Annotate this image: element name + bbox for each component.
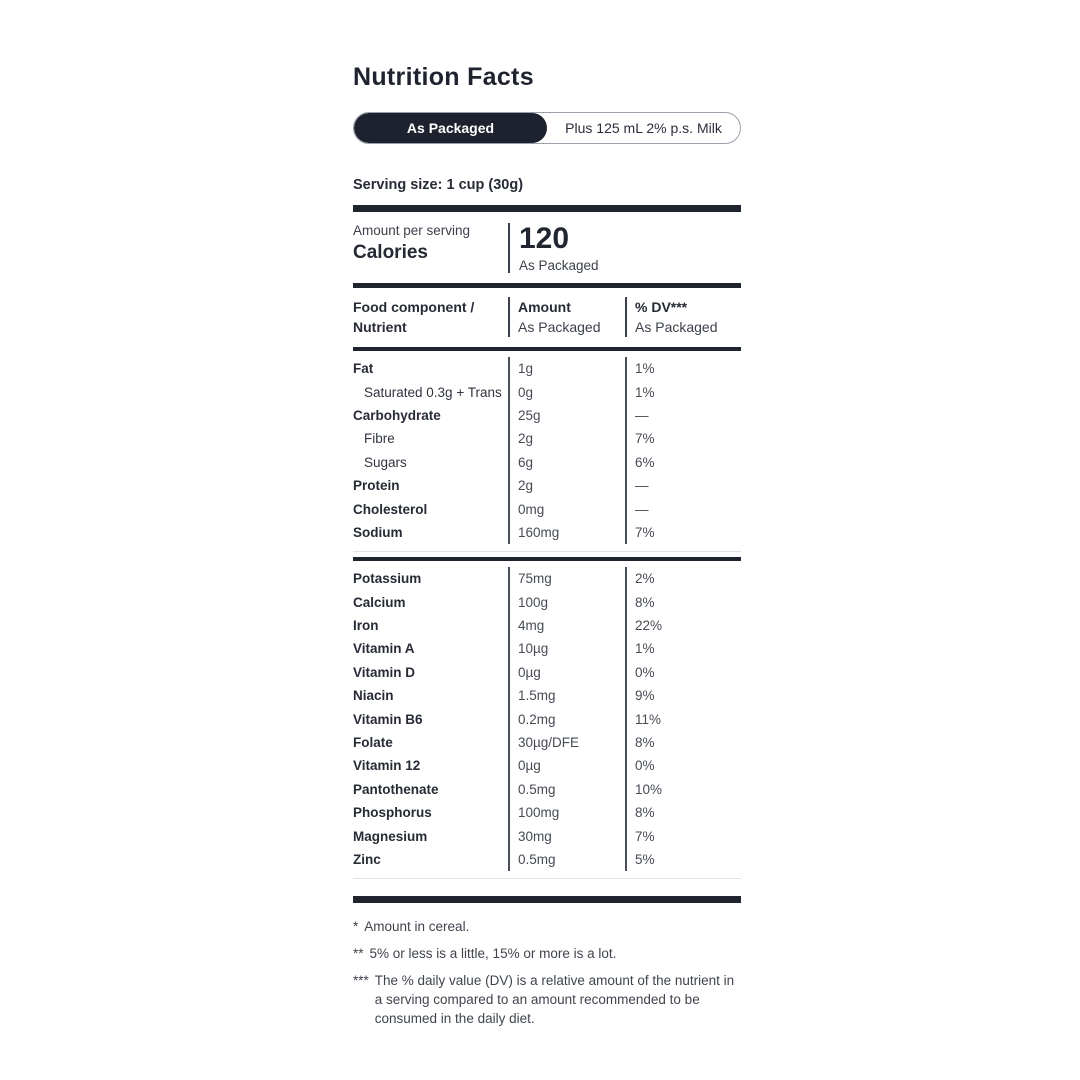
nutrient-amount: 75mg (508, 567, 625, 590)
nutrient-dv: 5% (625, 848, 741, 871)
nutrient-dv: 1% (625, 380, 741, 403)
nutrient-dv: 10% (625, 778, 741, 801)
footnote-text: 5% or less is a little, 15% or more is a lot. (369, 946, 617, 962)
nutrient-section-micros (353, 561, 741, 879)
nutrient-name: Vitamin 12 (353, 758, 421, 774)
nutrient-dv: 8% (625, 801, 741, 824)
nutrient-amount: 100mg (508, 801, 625, 824)
nutrient-dv: 8% (625, 591, 741, 614)
nutrient-name: Sugars (364, 454, 407, 470)
amount-per-serving-label: Amount per serving (353, 223, 471, 238)
nutrient-name: Magnesium (353, 828, 428, 844)
nutrient-dv: 0% (625, 754, 741, 777)
table-row (353, 427, 741, 450)
nutrient-dv: — (625, 497, 741, 520)
nutrient-amount: 0µg (508, 661, 625, 684)
nutrient-name: Iron (353, 618, 379, 634)
nutrient-section-macros (353, 351, 741, 552)
section-gap-bottom (353, 879, 741, 884)
header-nutrient-col (353, 297, 508, 337)
nutrient-amount: 0µg (508, 754, 625, 777)
header-dv-line2: As Packaged (635, 319, 718, 335)
nutrient-dv: 6% (625, 451, 741, 474)
nutrient-name: Pantothenate (353, 781, 439, 797)
table-row (353, 497, 741, 520)
page-title: Nutrition Facts (353, 63, 534, 91)
calories-left (353, 223, 508, 273)
nutrient-dv: — (625, 404, 741, 427)
nutrient-name: Vitamin B6 (353, 711, 423, 727)
table-row (353, 404, 741, 427)
table-row (353, 614, 741, 637)
table-row (353, 591, 741, 614)
footnote (353, 971, 741, 1028)
table-row (353, 778, 741, 801)
footnote (353, 917, 741, 936)
footnote-marker: * (353, 919, 359, 935)
nutrient-name: Potassium (353, 571, 422, 587)
nutrient-amount: 0mg (508, 497, 625, 520)
nutrient-amount: 100g (508, 591, 625, 614)
header-amount-col (508, 297, 625, 337)
table-row (353, 380, 741, 403)
table-row (353, 521, 741, 544)
table-row (353, 801, 741, 824)
nutrient-name: Vitamin A (353, 641, 415, 657)
nutrient-dv: 7% (625, 824, 741, 847)
nutrient-dv: 2% (625, 567, 741, 590)
header-nutrient-line2: Nutrient (353, 319, 407, 335)
nutrient-dv: 9% (625, 684, 741, 707)
toggle-as-packaged[interactable] (354, 113, 547, 143)
header-dv-col (625, 297, 741, 337)
nutrient-amount: 160mg (508, 521, 625, 544)
table-row (353, 637, 741, 660)
table-row (353, 754, 741, 777)
header-nutrient-line1: Food component / (353, 299, 475, 315)
nutrient-name: Phosphorus (353, 805, 432, 821)
table-header (353, 288, 741, 347)
header-amount-line2: As Packaged (518, 319, 601, 335)
divider-thick-top (353, 205, 741, 212)
nutrient-amount: 2g (508, 427, 625, 450)
footnote-marker: *** (353, 973, 369, 989)
nutrition-facts-panel (353, 63, 741, 1028)
table-row (353, 661, 741, 684)
serving-toggle (353, 112, 741, 144)
nutrient-name: Saturated 0.3g + Trans (364, 384, 502, 400)
footnote (353, 944, 741, 963)
nutrient-name: Protein (353, 478, 400, 494)
calories-label: Calories (353, 242, 428, 263)
nutrient-amount: 1.5mg (508, 684, 625, 707)
nutrient-name: Cholesterol (353, 501, 428, 517)
table-row (353, 357, 741, 380)
serving-size-text: Serving size: 1 cup (30g) (353, 177, 524, 193)
nutrient-amount: 1g (508, 357, 625, 380)
calories-value-caption: As Packaged (519, 258, 599, 273)
calories-value-block (508, 223, 741, 273)
nutrient-dv: 22% (625, 614, 741, 637)
nutrient-name: Zinc (353, 852, 381, 867)
nutrient-dv: 8% (625, 731, 741, 754)
table-row (353, 451, 741, 474)
nutrient-amount: 25g (508, 404, 625, 427)
nutrient-amount: 0.5mg (508, 848, 625, 871)
footnote-text: The % daily value (DV) is a relative amount of the nutrient in a serving compared to an amount recommended to be consumed in the daily diet. (374, 973, 735, 1027)
footnote-marker: ** (353, 946, 364, 962)
nutrient-amount: 6g (508, 451, 625, 474)
toggle-plus-milk-label: Plus 125 mL 2% p.s. Milk (565, 120, 722, 136)
nutrient-amount: 0.2mg (508, 707, 625, 730)
nutrient-amount: 0.5mg (508, 778, 625, 801)
nutrient-dv: 1% (625, 357, 741, 380)
calories-block (353, 212, 741, 283)
nutrient-name: Fibre (364, 431, 395, 447)
footnote-text: Amount in cereal. (364, 919, 470, 935)
header-dv-line1: % DV*** (635, 299, 688, 315)
nutrient-amount: 30mg (508, 824, 625, 847)
nutrient-dv: 7% (625, 427, 741, 450)
toggle-as-packaged-label: As Packaged (406, 120, 495, 136)
nutrient-name: Fat (353, 361, 374, 377)
nutrient-amount: 4mg (508, 614, 625, 637)
nutrient-name: Niacin (353, 688, 394, 704)
nutrient-dv: 1% (625, 637, 741, 660)
nutrient-name: Sodium (353, 524, 403, 540)
nutrient-name: Vitamin D (353, 664, 416, 680)
table-row (353, 474, 741, 497)
table-row (353, 684, 741, 707)
calories-value: 120 (519, 222, 570, 255)
nutrient-amount: 10µg (508, 637, 625, 660)
header-amount-line1: Amount (518, 299, 571, 315)
nutrient-name: Calcium (353, 594, 406, 610)
table-row (353, 567, 741, 590)
nutrient-name: Carbohydrate (353, 407, 441, 423)
table-row (353, 707, 741, 730)
nutrient-amount: 0g (508, 380, 625, 403)
divider-thick-bottom (353, 896, 741, 903)
nutrient-amount: 2g (508, 474, 625, 497)
nutrient-dv: 7% (625, 521, 741, 544)
footnotes (353, 917, 741, 1028)
table-row (353, 731, 741, 754)
nutrient-amount: 30µg/DFE (508, 731, 625, 754)
table-row (353, 824, 741, 847)
toggle-plus-milk[interactable] (547, 113, 740, 143)
nutrient-dv: — (625, 474, 741, 497)
nutrient-dv: 11% (625, 707, 741, 730)
nutrient-name: Folate (353, 735, 393, 751)
nutrient-dv: 0% (625, 661, 741, 684)
table-row (353, 848, 741, 871)
